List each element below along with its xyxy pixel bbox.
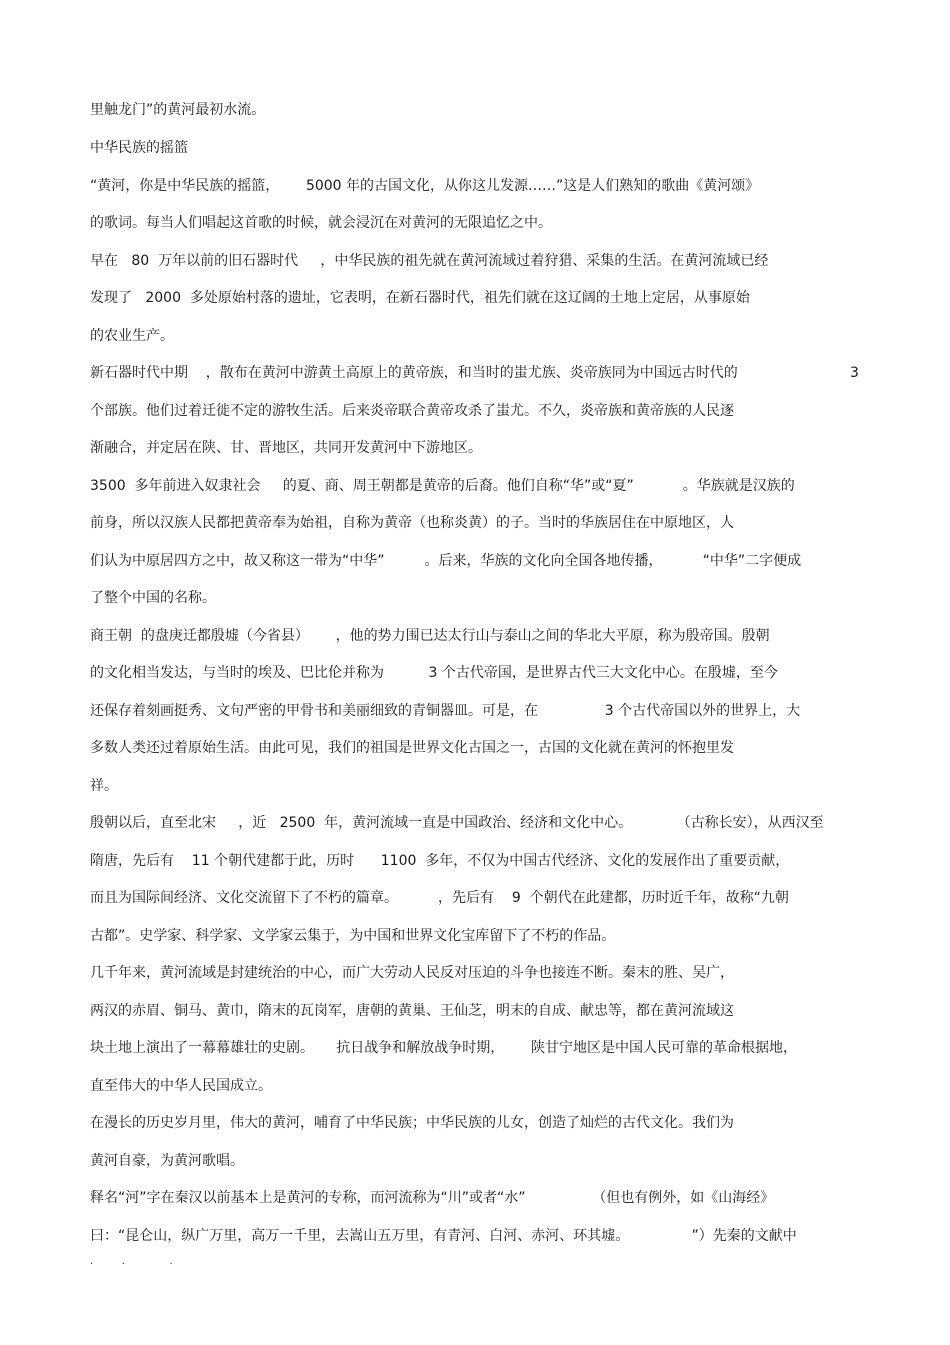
- text-line: 的文化相当发达，与当时的埃及、巴比伦并称为 3 个古代帝国，是世界古代三大文化中心。在殷墟，至今: [90, 665, 778, 681]
- text-line: 释名“河”字在秦汉以前基本上是黄河的专称，而河流称为“川”或者“水” （但也有例外，如《山海经》: [90, 1190, 775, 1206]
- text-line: 祥。: [90, 778, 118, 794]
- text-line: 3500 多年前进入奴隶社会 的夏、商、周王朝都是黄帝的后裔。他们自称“华”或“夏” 。华族就是汉族的: [90, 478, 795, 494]
- text-line: 的歌词。每当人们唱起这首歌的时候，就会浸沉在对黄河的无限追忆之中。: [90, 215, 552, 231]
- text-line: 还保存着刻画挺秀、文句严密的甲骨书和美丽细致的青铜器皿。可是，在 3 个古代帝国以外的世界上，大: [90, 703, 801, 719]
- footer-dots: . . .: [90, 1256, 173, 1267]
- text-line: 早在 80 万年以前的旧石器时代 ，中华民族的祖先就在黄河流域过着狩猎、采集的生活。在黄河流域已经: [90, 253, 769, 269]
- text-line: 黄河自豪，为黄河歌唱。: [90, 1153, 244, 1169]
- text-line: 在漫长的历史岁月里，伟大的黄河，哺育了中华民族；中华民族的儿女，创造了灿烂的古代文化。我们为: [90, 1115, 734, 1131]
- text-line: 块土地上演出了一幕幕雄壮的史剧。 抗日战争和解放战争时期， 陕甘宁地区是中国人民可靠的革命根据地，: [90, 1040, 797, 1056]
- text-line: 们认为中原居四方之中，故又称这一带为“中华” 。后来，华族的文化向全国各地传播， “中华”二字便成: [90, 553, 802, 569]
- text-line: 发现了 2000 多处原始村落的遗址，它表明，在新石器时代，祖先们就在这辽阔的土地上定居，从事原始: [90, 290, 750, 306]
- text-line: “黄河，你是中华民族的摇篮， 5000 年的古国文化，从你这儿发源……”这是人们熟知的歌曲《黄河颂》: [90, 178, 760, 194]
- text-line: 直至伟大的中华人民国成立。: [90, 1078, 272, 1094]
- section-heading: 中华民族的摇篮: [90, 140, 188, 156]
- text-line: 而且为国际间经济、文化交流留下了不朽的篇章。 ，先后有 9 个朝代在此建都，历时近千年，故称“九朝: [90, 890, 789, 906]
- text-line: 古都”。史学家、科学家、文学家云集于，为中国和世界文化宝库留下了不朽的作品。: [90, 928, 616, 944]
- text-line: 前身，所以汉族人民都把黄帝奉为始祖，自称为黄帝（也称炎黄）的子。当时的华族居住在中原地区，人: [90, 515, 734, 531]
- text-line: 殷朝以后，直至北宋 ，近 2500 年，黄河流域一直是中国政治、经济和文化中心。 （古称长安），从西汉至: [90, 815, 824, 831]
- text-line: 几千年来，黄河流域是封建统治的中心，而广大劳动人民反对压迫的斗争也接连不断。秦末的胜、吴广，: [90, 965, 734, 981]
- text-line: 的农业生产。: [90, 328, 174, 344]
- text-line: 了整个中国的名称。: [90, 590, 216, 606]
- text-line: 个部族。他们过着迁徙不定的游牧生活。后来炎帝联合黄帝攻杀了蚩尤。不久，炎帝族和黄帝族的人民逐: [90, 403, 734, 419]
- text-line: 新石器时代中期 ，散布在黄河中游黄土高原上的黄帝族，和当时的蚩尤族、炎帝族同为中国远古时代的: [90, 365, 738, 381]
- text-line: 里触龙门”的黄河最初水流。: [90, 102, 266, 118]
- text-line: 商王朝 的盘庚迁都殷墟（今省县） ，他的势力围已达太行山与泰山之间的华北大平原，称为殷帝国。殷朝: [90, 628, 770, 644]
- text-line: 两汉的赤眉、铜马、黄巾，隋末的瓦岗军，唐朝的黄巢、王仙芝，明末的自成、献忠等，都在黄河流域这: [90, 1003, 734, 1019]
- text-line: 隋唐，先后有 11 个朝代建都于此，历时 1100 多年，不仅为中国古代经济、文化的发展作出了重要贡献，: [90, 853, 790, 869]
- text-line: 曰：“昆仑山，纵广万里，高万一千里，去嵩山五万里，有青河、白河、赤河、环其墟。 ”）先秦的文献中: [90, 1228, 797, 1244]
- trailing-number: 3: [850, 365, 859, 381]
- text-line: 渐融合，并定居在陕、甘、晋地区，共同开发黄河中下游地区。: [90, 440, 482, 456]
- text-line: 多数人类还过着原始生活。由此可见，我们的祖国是世界文化古国之一，古国的文化就在黄河的怀抱里发: [90, 740, 734, 756]
